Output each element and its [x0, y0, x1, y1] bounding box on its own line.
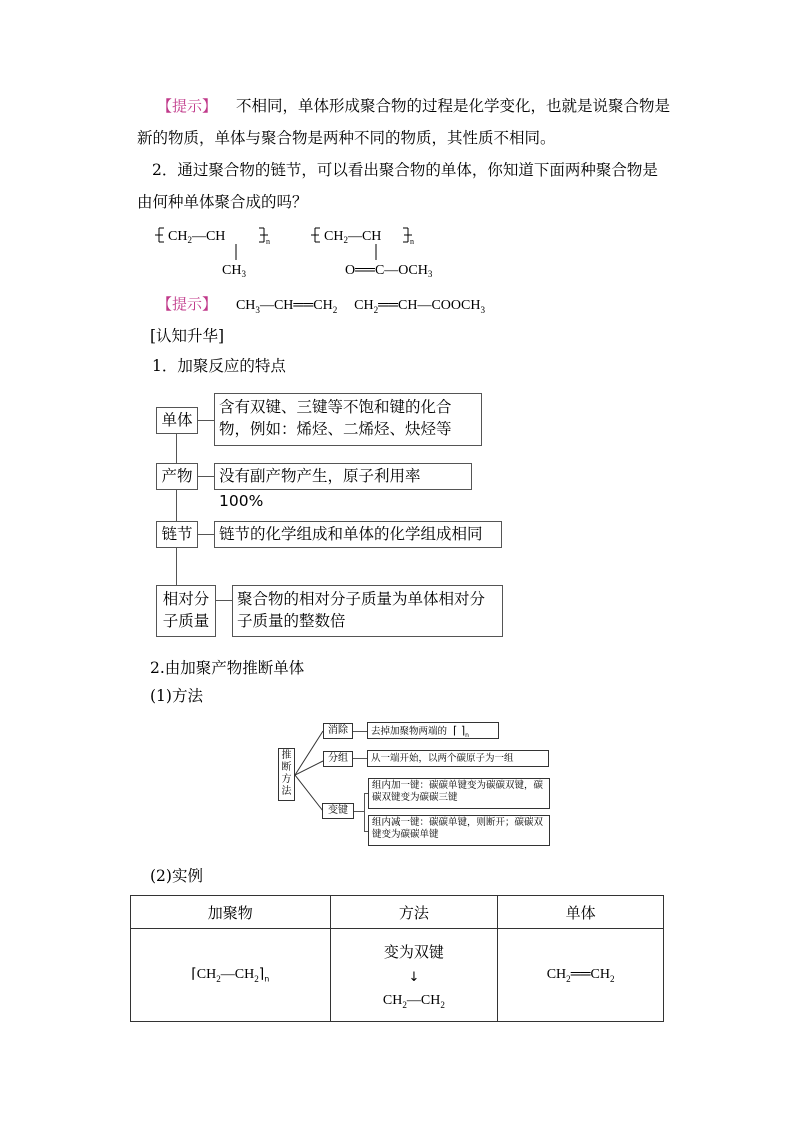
question-2-line1: 2．通过聚合物的链节，可以看出聚合物的单体，你知道下面两种聚合物是 — [152, 161, 658, 179]
table-header: 加聚物 — [131, 896, 331, 929]
example-table — [130, 895, 664, 1022]
answer-monomer-1: $CH_3—CH══CH_2$ — [235, 298, 338, 315]
polymer-1-n: n — [266, 237, 270, 246]
step-label-change-bond: 变键 — [322, 803, 354, 819]
feature-desc-product: 没有副产物产生，原子利用率 100% — [214, 463, 472, 490]
tip-paragraph-2 — [157, 294, 485, 320]
feature-desc-molar-mass: 聚合物的相对分子质量为单体相对分子质量的整数倍 — [232, 585, 503, 637]
polymer-1-chain: $CH_2—CH$ — [168, 229, 226, 245]
step-label-remove: 消除 — [323, 723, 353, 739]
step-desc-remove: 去掉加聚物两端的 ⌈ $⌉_n$ — [367, 722, 499, 739]
step-label-group: 分组 — [323, 751, 353, 767]
polymer-structures — [150, 222, 460, 282]
polymer-1 — [155, 228, 270, 279]
tip-tag: 【提示】 — [157, 295, 218, 313]
feature-label-product: 产物 — [156, 463, 198, 490]
feature-label-molar-mass: 相对分子质量 — [156, 585, 216, 637]
tip-paragraph-1 — [157, 96, 670, 116]
cell-method: 变为双键 ↓ $CH_2—CH_2$ — [330, 929, 498, 1022]
step-desc-add-bond: 组内加一键：碳碳单键变为碳碳双键，碳碳双键变为碳碳三键 — [368, 778, 550, 809]
feature-desc-monomer: 含有双键、三键等不饱和键的化合物，例如：烯烃、二烯烃、炔烃等 — [214, 393, 482, 446]
method-root: 推断方法 — [278, 748, 295, 801]
feature-label-monomer: 单体 — [156, 407, 198, 434]
example-heading: (2)实例 — [150, 867, 203, 885]
cell-polymer: $⌈CH_2—CH_2⌉_n$ — [131, 929, 331, 1022]
table-header: 方法 — [330, 896, 498, 929]
step-desc-group: 从一端开始，以两个碳原子为一组 — [367, 750, 549, 767]
feature-desc-chain-unit: 链节的化学组成和单体的化学组成相同 — [214, 521, 502, 548]
method-branches — [295, 725, 325, 820]
table-header: 单体 — [498, 896, 664, 929]
method-heading: (1)方法 — [150, 687, 203, 705]
table-header-row — [131, 896, 664, 929]
polymer-2-substituent: $O══C—OCH_3$ — [345, 263, 433, 279]
section-2-heading: 2.由加聚产物推断单体 — [150, 659, 305, 677]
answer-monomer-2: $CH_2══CH—COOCH_3$ — [354, 298, 486, 315]
polymer-1-substituent: $CH_3$ — [222, 263, 246, 279]
diagram-spine — [176, 432, 177, 588]
tip-text-line1: 不相同，单体形成聚合物的过程是化学变化，也就是说聚合物是 — [235, 97, 670, 115]
table-row — [131, 929, 664, 1022]
feature-label-chain-unit: 链节 — [156, 521, 198, 548]
polymer-2-chain: $CH_2—CH$ — [324, 229, 382, 245]
polymer-2-n: n — [410, 237, 414, 246]
tip-tag: 【提示】 — [157, 97, 218, 115]
step-desc-remove-bond: 组内减一键：碳碳单键，则断开；碳碳双键变为碳碳单键 — [368, 815, 550, 846]
tip-text-line2: 新的物质，单体与聚合物是两种不同的物质，其性质不相同。 — [137, 129, 556, 147]
polymer-2 — [311, 228, 433, 279]
section-title: [认知升华] — [150, 327, 225, 345]
section-1-heading: 1．加聚反应的特点 — [152, 357, 286, 375]
question-2-line2: 由何种单体聚合成的吗？ — [137, 193, 308, 211]
cell-monomer: $CH_2══CH_2$ — [498, 929, 664, 1022]
